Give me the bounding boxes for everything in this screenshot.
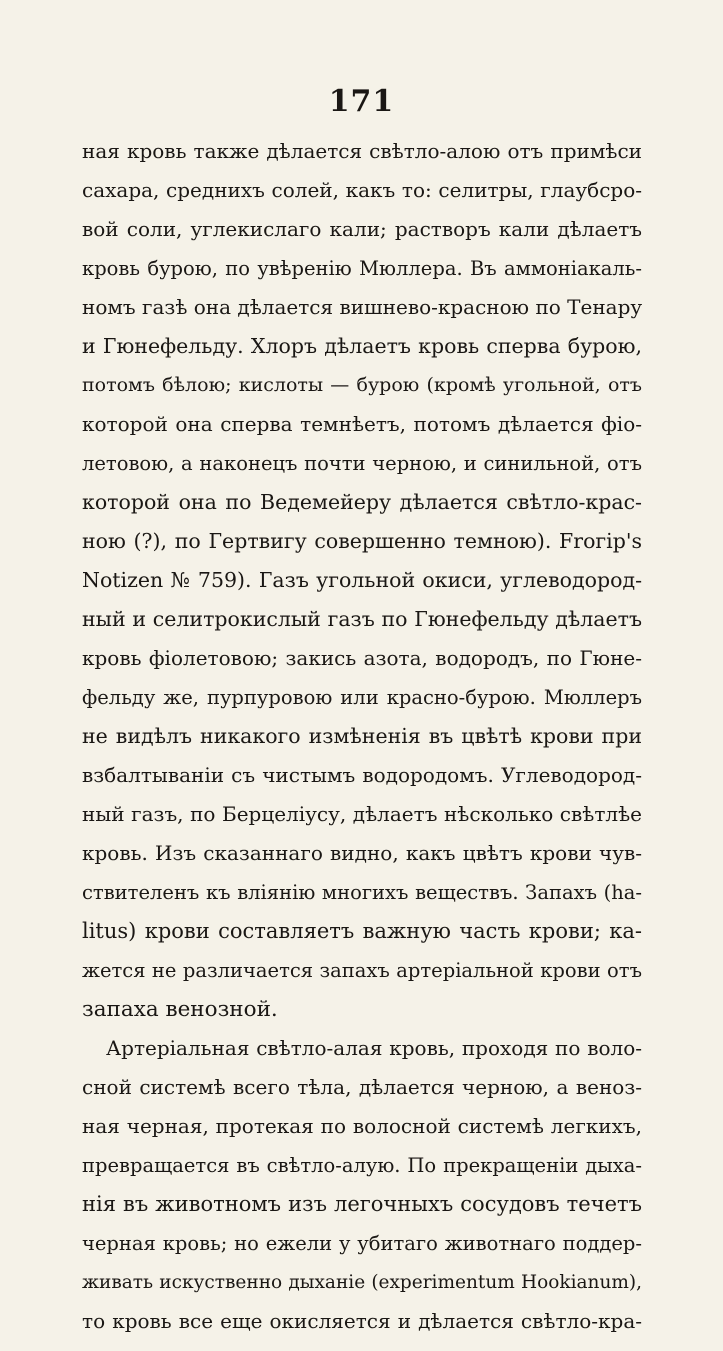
page-number: 171 [328, 84, 395, 119]
text-line: живать искуственно дыханіе (experimentum Hookianum), [82, 1272, 642, 1293]
text-line: кровь фіолетовою; закись азота, водородъ, по Гюне- [82, 646, 642, 670]
text-line: нія въ животномъ изъ легочныхъ сосудовъ течетъ [82, 1192, 642, 1216]
text-line: которой она сперва темнѣетъ, потомъ дѣлается фіо- [82, 412, 642, 436]
text-line: номъ газѣ она дѣлается вишнево-красною по Тенару [82, 295, 642, 319]
text-line: которой она по Ведемейеру дѣлается свѣтло-крас- [82, 490, 642, 514]
text-line: взбалтываніи съ чистымъ водородомъ. Углеводород- [82, 763, 642, 787]
text-line: не видѣлъ никакого измѣненія въ цвѣтѣ крови при [82, 724, 642, 748]
text-line: потомъ бѣлою; кислоты — бурою (кромѣ угольной, отъ [82, 374, 642, 396]
body-text [82, 132, 642, 1341]
text-line: жется не различается запахъ артеріальной крови отъ [82, 959, 642, 982]
text-line: летовою, а наконецъ почти черною, и синильной, отъ [82, 452, 642, 475]
text-line: Notizen № 759). Газъ угольной окиси, углеводород- [82, 568, 642, 592]
text-line: кровь бурою, по увѣренію Мюллера. Въ аммоніакаль- [82, 257, 642, 280]
text-line: ная кровь также дѣлается свѣтло-алою отъ примѣси [82, 139, 642, 163]
text-line: кровь. Изъ сказаннаго видно, какъ цвѣтъ крови чув- [82, 841, 642, 865]
text-line: ный газъ, по Берцеліусу, дѣлаетъ нѣсколько свѣтлѣе [82, 802, 642, 826]
text-line: превращается въ свѣтло-алую. По прекращеніи дыха- [82, 1154, 642, 1177]
text-line: сахара, среднихъ солей, какъ то: селитры, глаубсро- [82, 178, 642, 202]
text-line: вой соли, углекислаго кали; растворъ кали дѣлаетъ [82, 217, 642, 241]
text-line: ная черная, протекая по волосной системѣ легкихъ, [82, 1114, 642, 1138]
text-line: черная кровь; но ежели у убитаго животнаго поддер- [82, 1232, 642, 1255]
text-line: фельду же, пурпуровою или красно-бурою. Мюллеръ [82, 686, 642, 709]
text-line: сной системѣ всего тѣла, дѣлается черною, а веноз- [82, 1075, 642, 1099]
paragraph-first-line: Артеріальная свѣтло-алая кровь, проходя по воло- [106, 1036, 642, 1060]
paragraph-last-line: запаха венозной. [82, 997, 278, 1022]
text-line: ный и селитрокислый газъ по Гюнефельду дѣлаетъ [82, 607, 642, 631]
text-line: то кровь все еще окисляется и дѣлается свѣтло-кра- [82, 1309, 642, 1333]
text-line: и Гюнефельду. Хлоръ дѣлаетъ кровь сперва бурою, [82, 334, 642, 358]
text-line: ною (?), по Гертвигу совершенно темною). Frогір's [82, 529, 642, 553]
text-line: litus) крови составляетъ важную часть крови; ка- [82, 919, 642, 943]
text-line: ствителенъ къ вліянію многихъ веществъ. Запахъ (ha- [82, 881, 642, 904]
